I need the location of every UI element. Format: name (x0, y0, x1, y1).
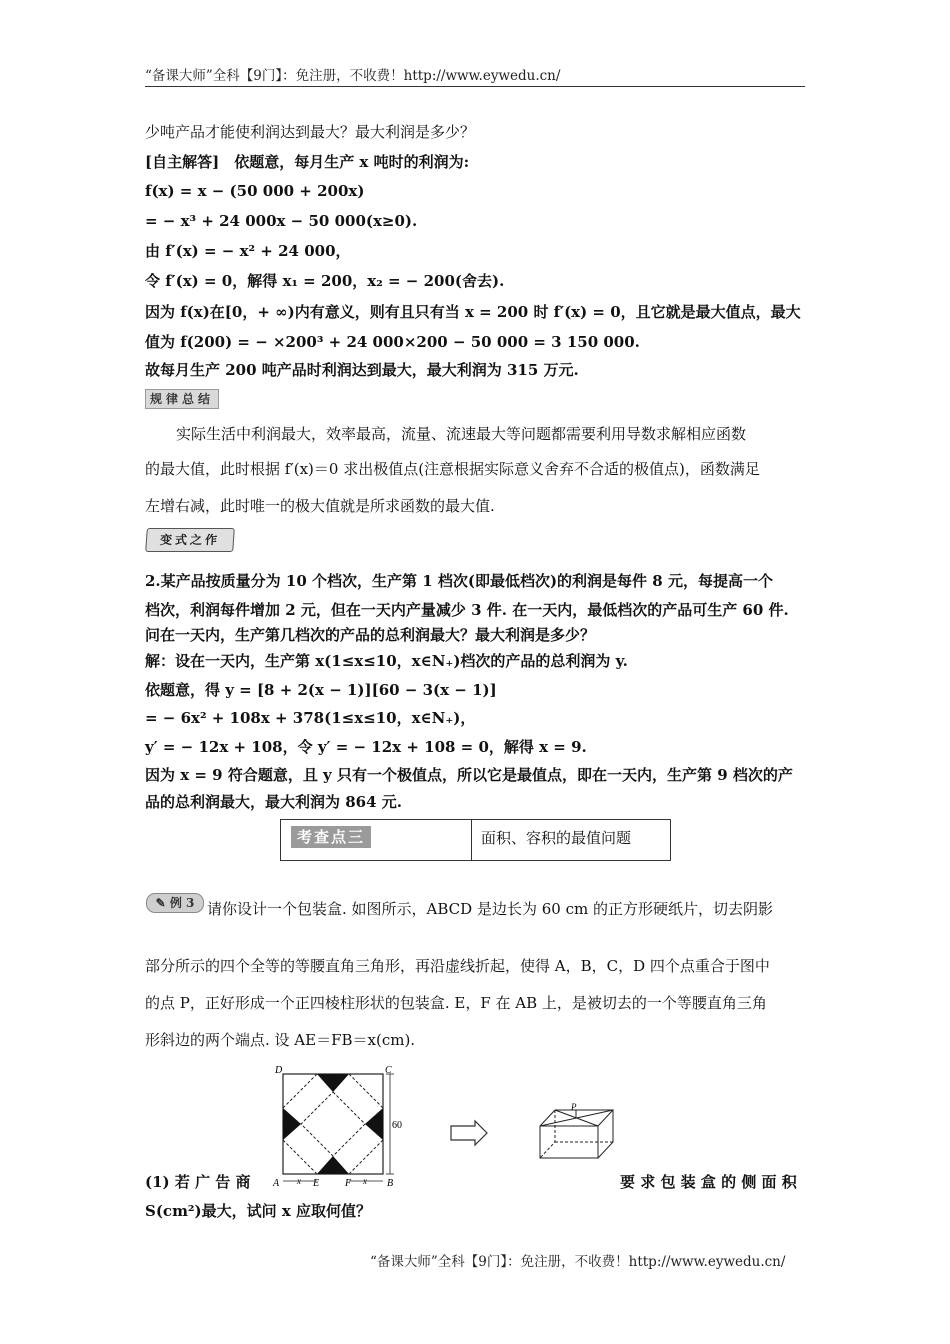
cut-triangle-top (317, 1074, 349, 1092)
question-1-line2: S(cm²)最大，试问 x 应取何值？ (145, 1202, 371, 1220)
text-line: 的点 P，正好形成一个正四棱柱形状的包装盒. E，F 在 AB 上，是被切去的一个等腰直角三角 (145, 994, 767, 1012)
text-line: 左增右减，此时唯一的极大值就是所求函数的最大值. (145, 497, 495, 515)
label-D: D (275, 1065, 283, 1076)
text-line: 由 f′(x) = − x² + 24 000， (145, 242, 351, 260)
text-line: 请你设计一个包装盒. 如图所示，ABCD 是边长为 60 cm 的正方形硬纸片，切去阴影 (207, 900, 773, 918)
text-line: 因为 f(x)在[0，+ ∞)内有意义，则有且只有当 x = 200 时 f′(x) = 0，且它就是最大值点，最大 (145, 303, 801, 321)
label-P: P (571, 1102, 577, 1112)
text-line: 依题意，得 y = [8 + 2(x − 1)][60 − 3(x − 1)] (145, 681, 497, 699)
text-line: 的最大值，此时根据 f′(x)＝0 求出极值点(注意根据实际意义舍弃不合适的极值点)，函数满足 (145, 460, 760, 478)
question-1-left: (1) 若 广 告 商 (145, 1173, 251, 1191)
x-label-right: x (363, 1176, 367, 1186)
header-rule (145, 86, 805, 87)
label-E: E (313, 1178, 320, 1189)
text-line: f(x) = x − (50 000 + 200x) (145, 182, 365, 200)
label-B: B (387, 1178, 394, 1189)
box-drawing (540, 1110, 613, 1158)
section-label-cell (281, 820, 472, 860)
text-line: 问在一天内，生产第几档次的产品的总利润最大？最大利润是多少？ (145, 626, 596, 644)
section-title: 面积、容积的最值问题 (481, 829, 632, 847)
text-line: 2.某产品按质量分为 10 个档次，生产第 1 档次(即最低档次)的利润是每件 8 元，每提高一个 (145, 572, 773, 590)
section-box (280, 819, 671, 861)
page-footer: “备课大师”全科【9门】：免注册，不收费！http://www.eywedu.cn/ (370, 1254, 786, 1270)
label-C: C (385, 1065, 392, 1076)
text-line: 故每月生产 200 吨产品时利润达到最大，最大利润为 315 万元. (145, 361, 579, 379)
label-A: A (273, 1178, 280, 1189)
example-badge-label: 例 3 (169, 896, 195, 910)
cut-triangle-bottom (317, 1156, 349, 1174)
label-F: F (345, 1178, 352, 1189)
dimension-label: 60 (392, 1120, 402, 1131)
text-line: 少吨产品才能使利润达到最大？最大利润是多少？ (145, 123, 476, 141)
text-line: 令 f′(x) = 0，解得 x₁ = 200，x₂ = − 200(舍去). (145, 272, 505, 290)
x-label-left: x (297, 1176, 301, 1186)
text-line: y′ = − 12x + 108，令 y′ = − 12x + 108 = 0，解得 x = 9. (145, 738, 587, 756)
text-line: 解：设在一天内，生产第 x(1≤x≤10，x∈N₊)档次的产品的总利润为 y. (145, 652, 628, 670)
cut-triangle-left (283, 1108, 301, 1140)
fold-line (349, 1140, 383, 1174)
text-line: 档次，利润每件增加 2 元，但在一天内产量减少 3 件. 在一天内，最低档次的产品可生产 60 件. (145, 601, 789, 619)
section-label: 考查点三 (291, 826, 371, 848)
question-1-right: 要 求 包 装 盒 的 侧 面 积 (620, 1173, 797, 1191)
arrow-icon (451, 1121, 487, 1145)
text-line: 品的总利润最大，最大利润为 864 元. (145, 793, 402, 811)
text-line: 部分所示的四个全等的等腰直角三角形，再沿虚线折起，使得 A，B，C，D 四个点重合于图中 (145, 957, 770, 975)
text-line: [自主解答] 依题意，每月生产 x 吨时的利润为: (145, 153, 470, 171)
variant-tag: 变式之作 (145, 528, 235, 552)
text-line: 因为 x = 9 符合题意，且 y 只有一个极值点，所以它是最值点，即在一天内，生产第 9 档次的产 (145, 766, 793, 784)
summary-tag: 规律总结 (145, 389, 219, 409)
example-badge: ✎ 例 3 (146, 893, 204, 913)
cut-triangle-right (365, 1108, 383, 1140)
packaging-figure (265, 1060, 625, 1195)
page-header: “备课大师”全科【9门】：免注册，不收费！http://www.eywedu.cn/ (145, 68, 561, 84)
text-line: = − x³ + 24 000x − 50 000(x≥0). (145, 212, 418, 230)
fold-line (283, 1074, 317, 1108)
text-line: = − 6x² + 108x + 378(1≤x≤10，x∈N₊)， (145, 709, 476, 727)
fold-lines (301, 1092, 365, 1156)
fold-line (349, 1074, 383, 1108)
text-line: 值为 f(200) = − ×200³ + 24 000×200 − 50 000 = 3 150 000. (145, 333, 640, 351)
text-line: 形斜边的两个端点. 设 AE＝FB＝x(cm). (145, 1031, 416, 1049)
fold-line (283, 1140, 317, 1174)
text-line: 实际生活中利润最大，效率最高，流量、流速最大等问题都需要利用导数求解相应函数 (176, 425, 747, 443)
